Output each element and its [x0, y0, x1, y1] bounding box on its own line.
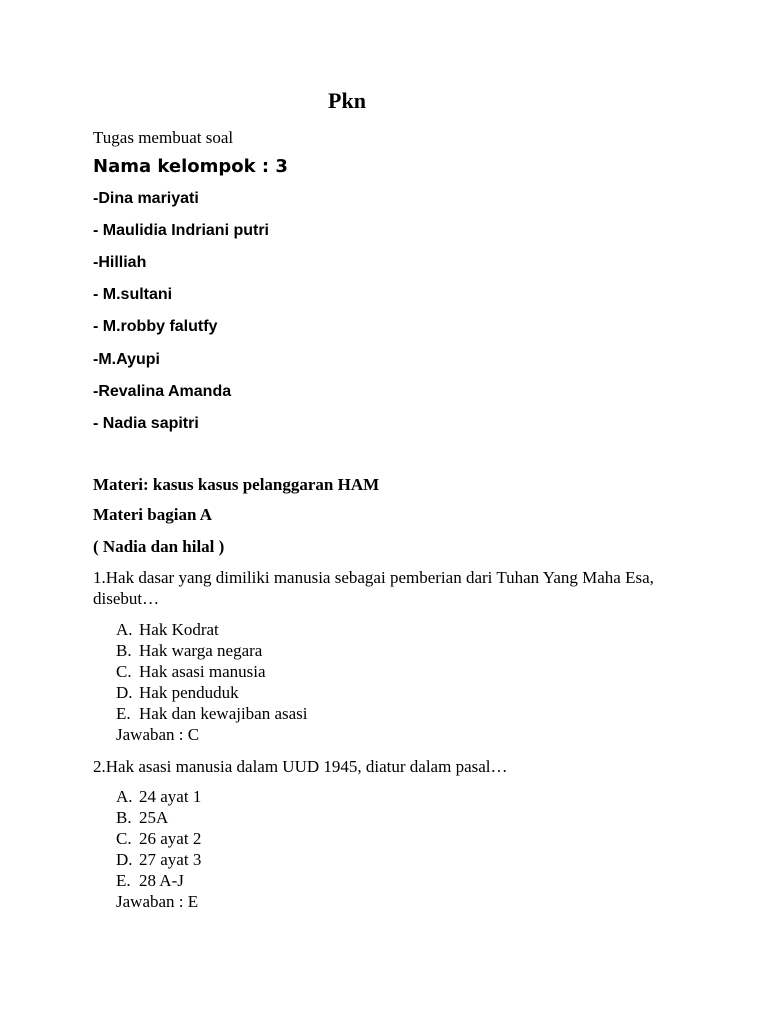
question-1-options — [116, 619, 308, 745]
option-letter: E. — [116, 704, 131, 723]
option-text: 28 A-J — [139, 871, 184, 890]
page-title: Pkn — [328, 88, 366, 113]
question-1-text: 1.Hak dasar yang dimiliki manusia sebagai pemberian dari Tuhan Yang Maha Esa, disebut… — [93, 568, 654, 608]
option-text: Hak warga negara — [139, 641, 263, 660]
option-text: 26 ayat 2 — [139, 829, 202, 848]
member-item: -Hilliah — [93, 254, 147, 271]
member-item: - M.robby falutfy — [93, 318, 218, 335]
option-e — [116, 703, 308, 724]
option-c — [116, 828, 201, 849]
option-letter: D. — [116, 683, 133, 702]
member-item: - Maulidia Indriani putri — [93, 222, 269, 239]
option-e — [116, 870, 201, 891]
option-letter: A. — [116, 787, 133, 806]
answer-2: Jawaban : E — [116, 892, 199, 911]
option-d — [116, 849, 201, 870]
option-letter: B. — [116, 808, 132, 827]
materi-heading: Materi: kasus kasus pelanggaran HAM — [93, 475, 380, 494]
option-letter: A. — [116, 620, 133, 639]
question-2-text: 2.Hak asasi manusia dalam UUD 1945, diatur dalam pasal… — [93, 757, 508, 776]
question-2-options — [116, 786, 201, 912]
penyusun-label: ( Nadia dan hilal ) — [93, 537, 225, 556]
option-text: Hak penduduk — [139, 683, 239, 702]
option-text: 24 ayat 1 — [139, 787, 202, 806]
member-item: -Revalina Amanda — [93, 383, 232, 400]
option-d — [116, 682, 308, 703]
option-letter: C. — [116, 829, 132, 848]
option-letter: B. — [116, 641, 132, 660]
option-a — [116, 619, 308, 640]
option-b — [116, 807, 201, 828]
option-text: Hak asasi manusia — [139, 662, 266, 681]
member-item: - Nadia sapitri — [93, 415, 199, 432]
bagian-heading: Materi bagian A — [93, 505, 212, 524]
option-letter: C. — [116, 662, 132, 681]
group-heading: Nama kelompok : 3 — [93, 156, 288, 177]
answer-1: Jawaban : C — [116, 725, 200, 744]
option-text: 25A — [139, 808, 169, 827]
member-item: -M.Ayupi — [93, 351, 160, 368]
subtitle: Tugas membuat soal — [93, 128, 234, 147]
option-text: Hak dan kewajiban asasi — [139, 704, 308, 723]
option-c — [116, 661, 308, 682]
option-b — [116, 640, 308, 661]
member-item: - M.sultani — [93, 286, 173, 303]
option-letter: E. — [116, 871, 131, 890]
option-a — [116, 786, 201, 807]
option-text: 27 ayat 3 — [139, 850, 202, 869]
option-letter: D. — [116, 850, 133, 869]
member-item: -Dina mariyati — [93, 190, 199, 207]
option-text: Hak Kodrat — [139, 620, 219, 639]
